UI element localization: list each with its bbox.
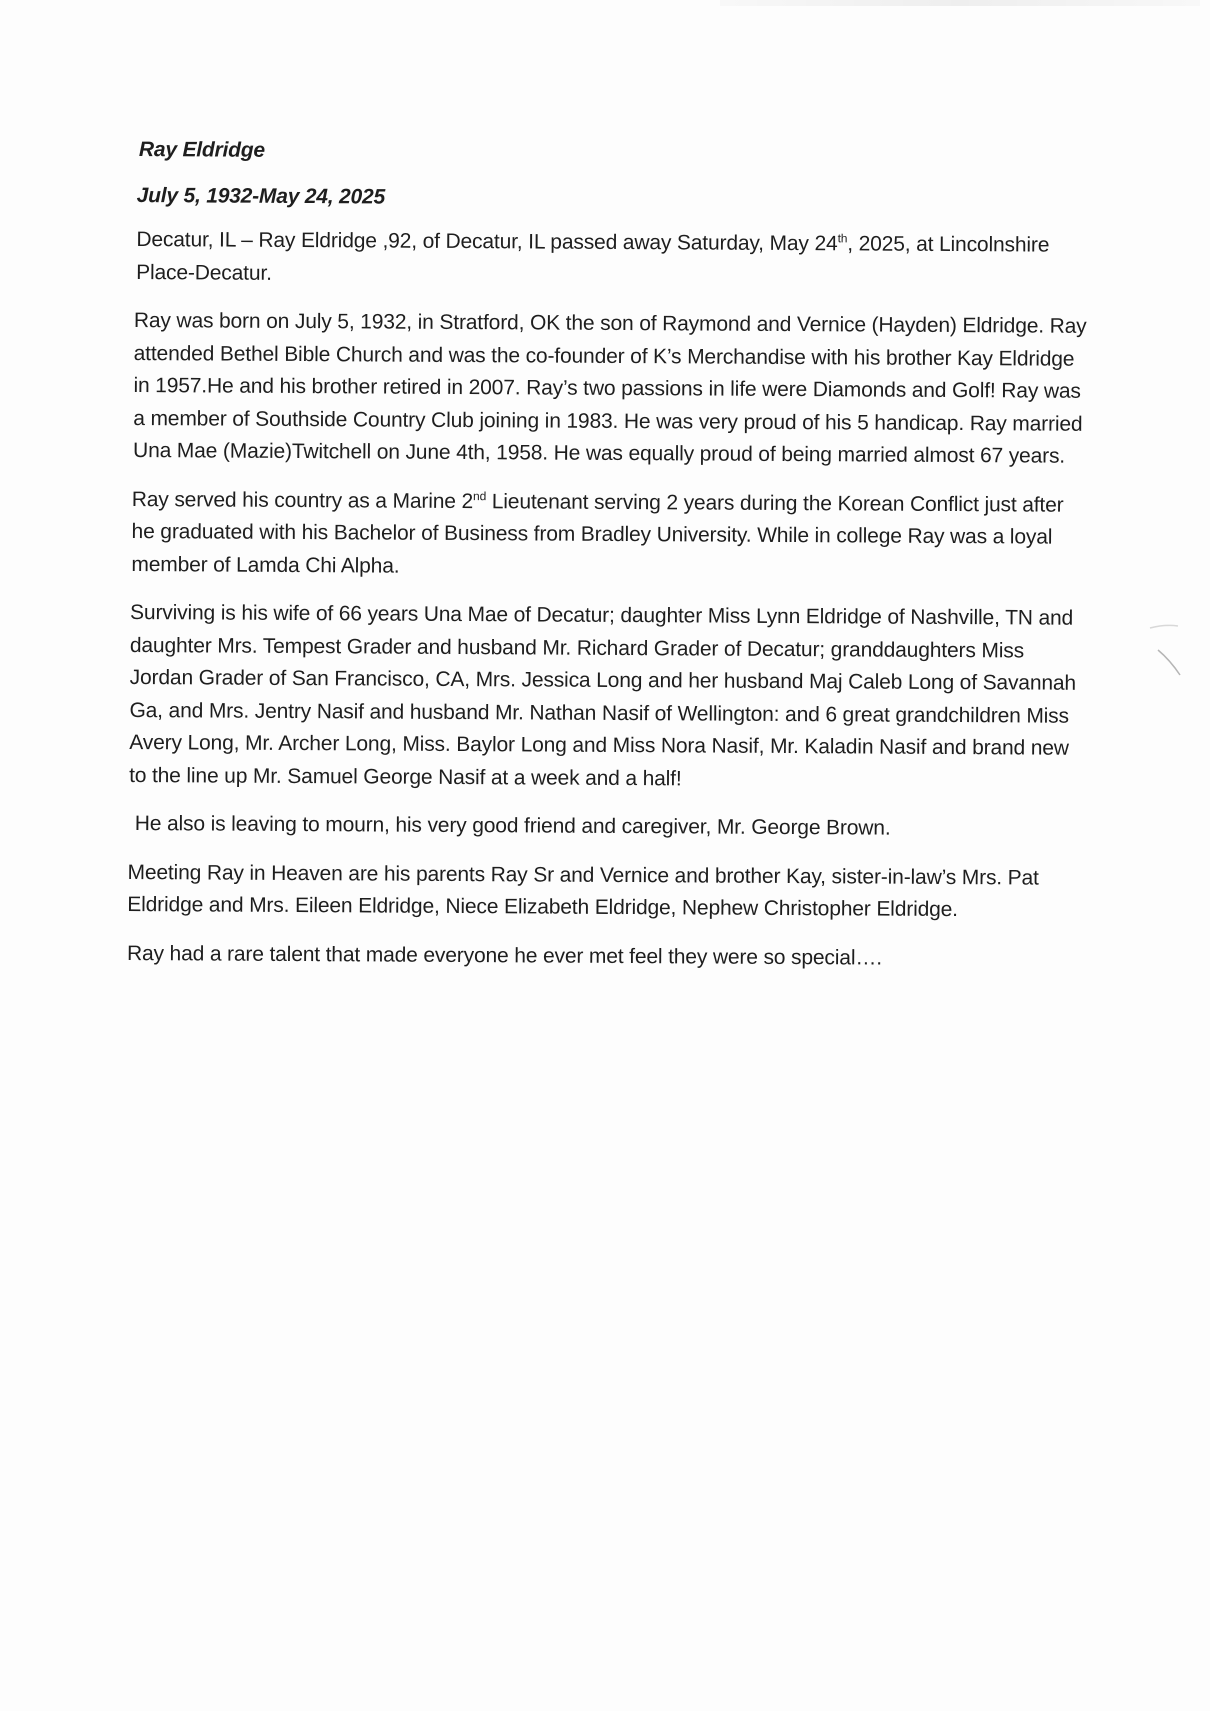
ordinal-suffix: nd — [473, 488, 487, 503]
paragraph-preceded-in-death: Meeting Ray in Heaven are his parents Ray Sr and Vernice and brother Kay, sister-in-law’s Mrs. Pat Eldridge and Mrs. Eileen Eldridge, Niece Elizabeth Eldridge, Nephew Christopher Eldridge. — [127, 860, 1039, 922]
paragraph-military-text-b: Lieutenant serving 2 years during the Korean Conflict just after he graduated with his Bachelor of Business from Bradley University. While in college Ray was a loyal member of Lamda Chi Alpha. — [131, 489, 1064, 578]
paragraph-biography: Ray was born on July 5, 1932, in Stratford, OK the son of Raymond and Vernice (Hayden) Eldridge. Ray attended Bethel Bible Church and was the co-founder of K’s Merchandise with his brother Kay Eldridge in 1957.He and his brother retired in 2007. Ray’s two passions in life were Diamonds and Golf! Ray was a member of Southside Country Club joining in 1983. He was very proud of his 5 handicap. Ray married Una Mae (Mazie)Twitchell on June 4th, 1958. He was equally proud of being married almost 67 years. — [133, 309, 1087, 468]
obituary-dates: July 5, 1932-May 24, 2025 — [136, 184, 386, 209]
ordinal-suffix: th — [837, 231, 848, 246]
paragraph-friend: He also is leaving to mourn, his very good friend and caregiver, Mr. George Brown. — [134, 812, 891, 840]
paragraph-military-service — [131, 483, 1091, 586]
obituary-name: Ray Eldridge — [138, 138, 265, 162]
scan-mark-graphic — [1140, 620, 1210, 700]
obituary-body — [128, 138, 1093, 992]
paragraph-passing — [136, 224, 1092, 295]
paragraph-passing-text-b: , 2025, at Lincolnshire Place-Decatur. — [136, 232, 1050, 285]
paragraph-military-text-a: Ray served his country as a Marine 2 — [131, 487, 474, 513]
paragraph-survivors: Surviving is his wife of 66 years Una Mae of Decatur; daughter Miss Lynn Eldridge of Nashville, TN and daughter Mrs. Tempest Grader and husband Mr. Richard Grader of Decatur; granddaughters Miss Jordan Grader of San Francisco, CA, Mrs. Jessica Long and her husband Maj Caleb Long of Savannah Ga, and Mrs. Jentry Nasif and husband Mr. Nathan Nasif of Wellington: and 6 great grandchildren Miss Avery Long, Mr. Archer Long, Miss. Baylor Long and Miss Nora Nasif, Mr. Kaladin Nasif and brand new to the line up Mr. Samuel George Nasif at a week and a half! — [129, 600, 1077, 790]
paragraph-closing: Ray had a rare talent that made everyone he ever met feel they were so special…. — [126, 941, 882, 970]
scan-edge-artifact — [720, 0, 1200, 6]
paragraph-passing-text-a: Decatur, IL – Ray Eldridge ,92, of Decatur, IL passed away Saturday, May 24 — [136, 228, 838, 256]
